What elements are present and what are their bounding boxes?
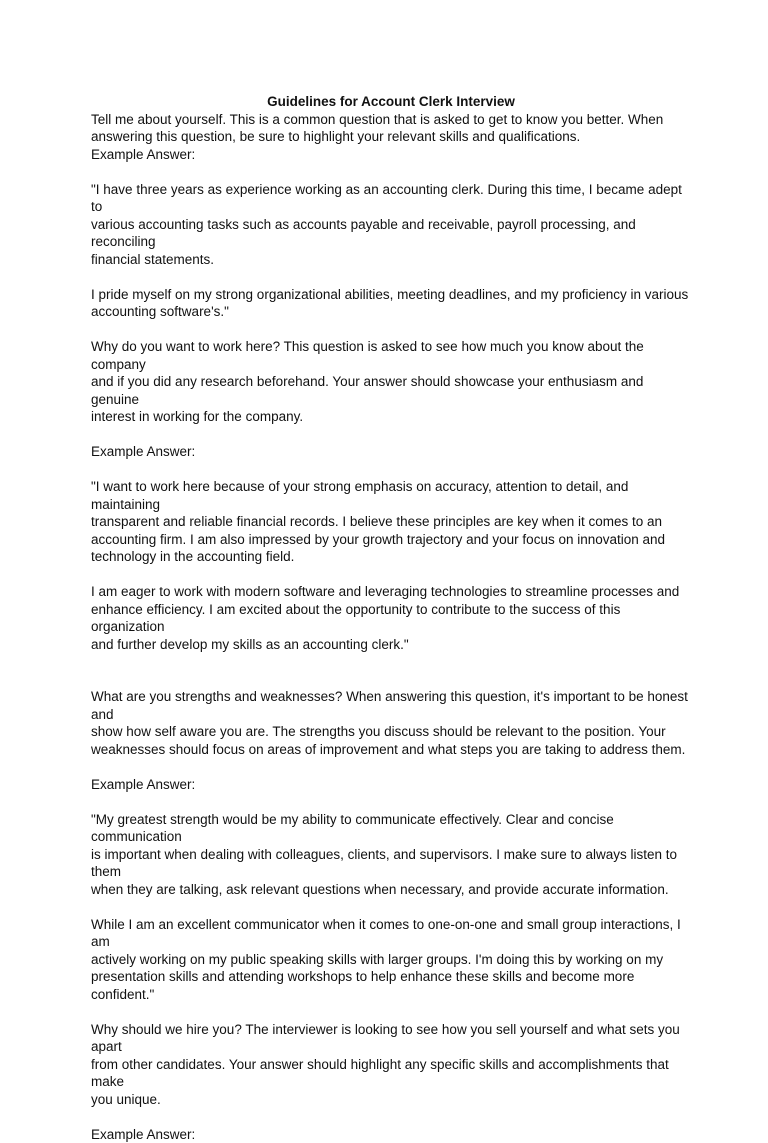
document-title: Guidelines for Account Clerk Interview <box>91 93 691 111</box>
question-1-answer-paragraph-1: "I have three years as experience working as an accounting clerk. During this time, I became adept to various accounting tasks such as accounts payable and receivable, payroll processing, and reconciling financial statements. <box>91 181 691 269</box>
question-2-intro: Why do you want to work here? This question is asked to see how much you know about the company and if you did any research beforehand. Your answer should showcase your enthusiasm and genuine interest in working for the company. <box>91 338 691 426</box>
question-3-example-label: Example Answer: <box>91 776 691 794</box>
question-3-answer-paragraph-2: While I am an excellent communicator when it comes to one-on-one and small group interactions, I am actively working on my public speaking skills with larger groups. I'm doing this by working on my presentation skills and attending workshops to help enhance these skills and become more confident." <box>91 916 691 1004</box>
question-2-answer-paragraph-1: "I want to work here because of your strong emphasis on accuracy, attention to detail, and maintaining transparent and reliable financial records. I believe these principles are key when it comes to an accounting firm. I am also impressed by your growth trajectory and your focus on innovation and technology in the accounting field. <box>91 478 691 566</box>
question-2-answer-paragraph-2: I am eager to work with modern software and leveraging technologies to streamline processes and enhance efficiency. I am excited about the opportunity to contribute to the success of this organization and further develop my skills as an accounting clerk." <box>91 583 691 653</box>
question-3-intro: What are you strengths and weaknesses? When answering this question, it's important to be honest and show how self aware you are. The strengths you discuss should be relevant to the position. Your weaknesses should focus on areas of improvement and what steps you are taking to address them. <box>91 688 691 758</box>
question-2-example-label: Example Answer: <box>91 443 691 461</box>
document-body <box>91 93 691 1143</box>
question-1-intro: Tell me about yourself. This is a common question that is asked to get to know you better. When answering this question, be sure to highlight your relevant skills and qualifications. <box>91 111 691 146</box>
question-4-example-label: Example Answer: <box>91 1126 691 1143</box>
question-1-example-label: Example Answer: <box>91 146 691 164</box>
question-3-answer-paragraph-1: "My greatest strength would be my ability to communicate effectively. Clear and concise communication is important when dealing with colleagues, clients, and supervisors. I make sure to always listen to them when they are talking, ask relevant questions when necessary, and provide accurate information. <box>91 811 691 899</box>
question-4-intro: Why should we hire you? The interviewer is looking to see how you sell yourself and what sets you apart from other candidates. Your answer should highlight any specific skills and accomplishments that make you unique. <box>91 1021 691 1109</box>
question-1-answer-paragraph-2: I pride myself on my strong organizational abilities, meeting deadlines, and my proficiency in various accounting software's." <box>91 286 691 321</box>
